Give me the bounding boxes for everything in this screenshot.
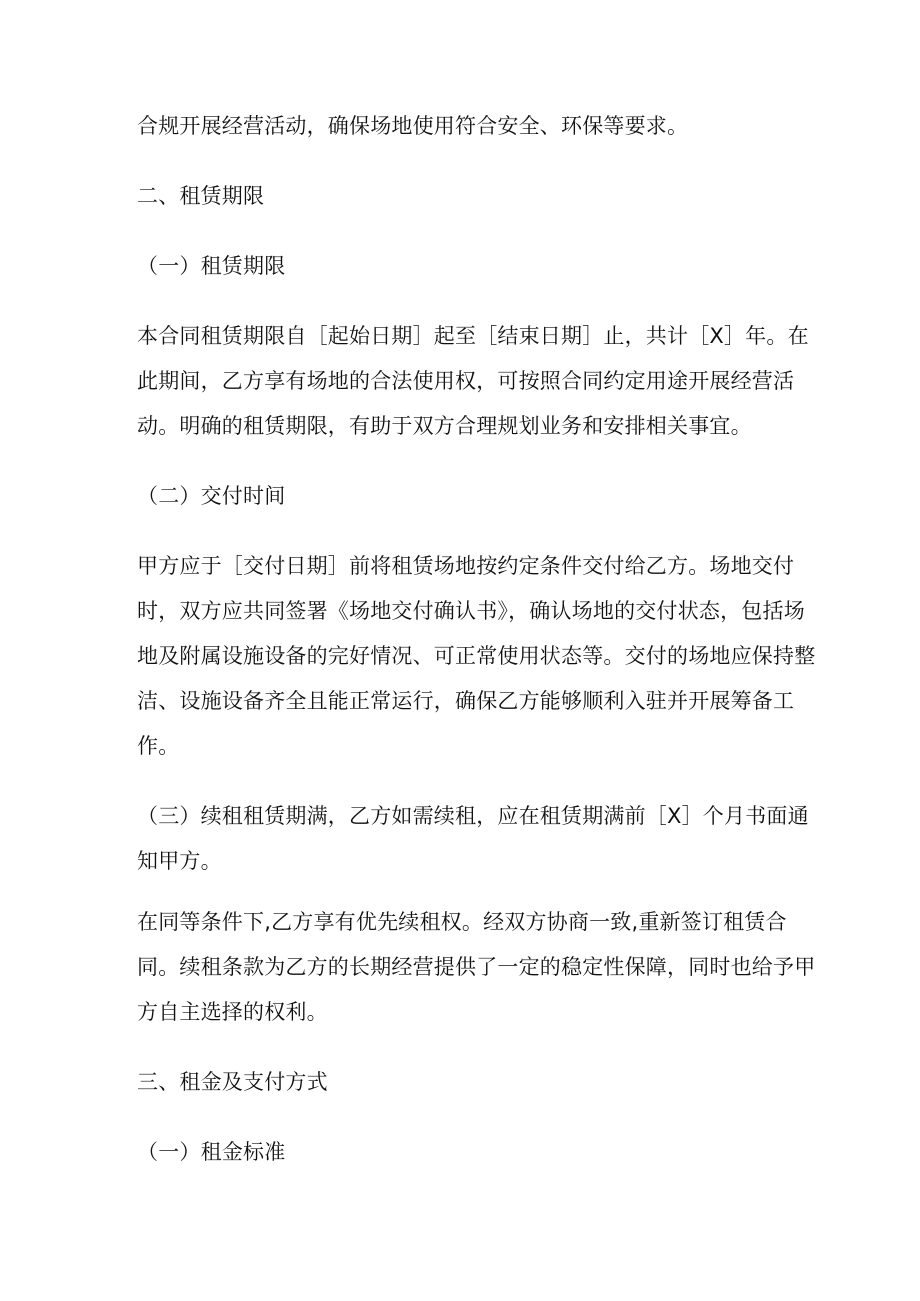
paragraph-line: 在同等条件下,乙方享有优先续租权。经双方协商一致,重新签订租赁合 <box>137 910 787 934</box>
paragraph-line: 作。 <box>137 734 180 758</box>
subsection-heading-lease-period: （一）租赁期限 <box>137 254 286 278</box>
paragraph-line: 洁、设施设备齐全且能正常运行，确保乙方能够顺利入驻并开展筹备工 <box>137 689 795 713</box>
paragraph-line: 此期间，乙方享有场地的合法使用权，可按照合同约定用途开展经营活 <box>137 369 795 393</box>
paragraph-line: 方自主选择的权利。 <box>137 1000 328 1024</box>
section-heading-rent-payment: 三、租金及支付方式 <box>137 1070 328 1094</box>
paragraph-line: 时，双方应共同签署《场地交付确认书》，确认场地的交付状态，包括场 <box>137 599 805 623</box>
paragraph-line: 同。续租条款为乙方的长期经营提供了一定的稳定性保障，同时也给予甲 <box>137 955 816 979</box>
document-body <box>137 104 816 1175</box>
subsection-heading-renewal: （三）续租租赁期满，乙方如需续租，应在租赁期满前［X］个月书面通 <box>137 804 809 828</box>
paragraph-line: 地及附属设施设备的完好情况、可正常使用状态等。交付的场地应保持整 <box>137 644 816 668</box>
paragraph-line: 本合同租赁期限自［起始日期］起至［结束日期］止，共计［X］年。在 <box>137 324 809 348</box>
paragraph-line: 知甲方。 <box>137 849 222 873</box>
paragraph-line: 动。明确的租赁期限，有助于双方合理规划业务和安排相关事宜。 <box>137 414 752 438</box>
subsection-heading-delivery-time: （二）交付时间 <box>137 484 286 508</box>
section-heading-lease-term: 二、租赁期限 <box>137 184 265 208</box>
subsection-heading-rent-standard: （一）租金标准 <box>137 1140 286 1164</box>
paragraph-line: 合规开展经营活动，确保场地使用符合安全、环保等要求。 <box>137 114 689 138</box>
paragraph-line: 甲方应于［交付日期］前将租赁场地按约定条件交付给乙方。场地交付 <box>137 554 795 578</box>
